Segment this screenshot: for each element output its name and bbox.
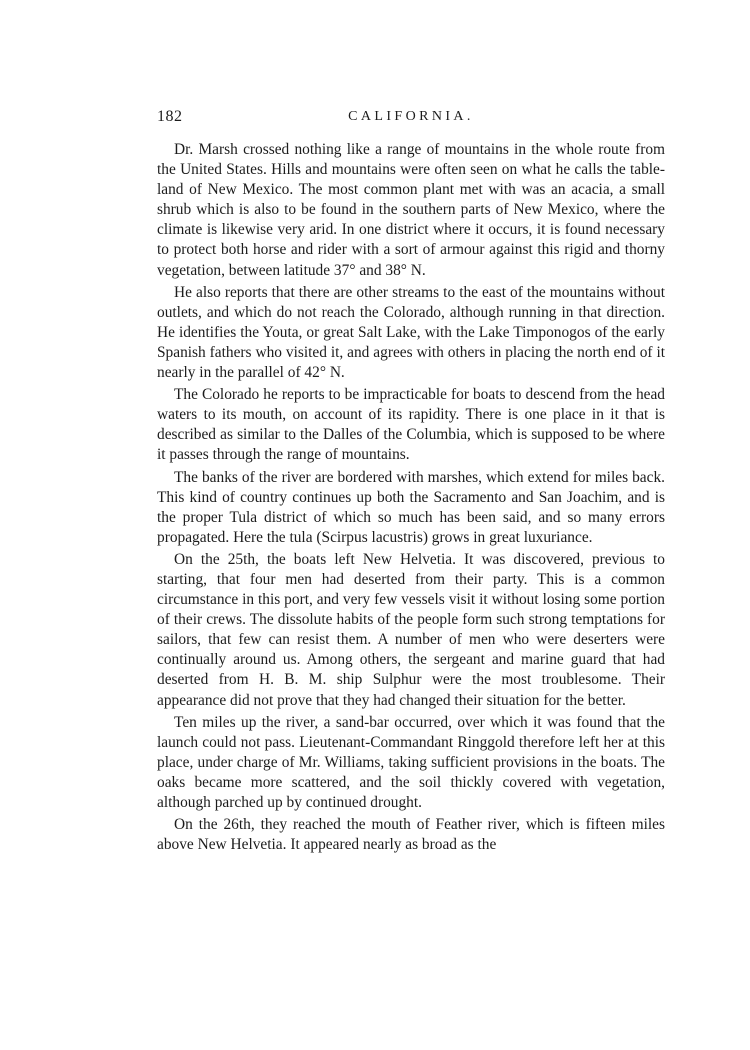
body-text — [157, 140, 665, 857]
paragraph: Ten miles up the river, a sand-bar occurred, over which it was found that the launch could not pass. Lieutenant-Commandant Ringgold therefore left her at this place, under charge of Mr. Williams, taking sufficient provisions in the boats. The oaks became more scattered, and the soil thickly covered with vegetation, although parched up by continued drought. — [157, 713, 665, 811]
running-head — [157, 108, 665, 132]
paragraph: The banks of the river are bordered with marshes, which extend for miles back. This kind of country continues up both the Sacramento and San Joachim, and is the proper Tula district of which so much has been said, and so many errors propagated. Here the tula (Scirpus lacustris) grows in great luxuriance. — [157, 468, 665, 546]
paragraph: The Colorado he reports to be impracticable for boats to descend from the head waters to its mouth, on account of its rapidity. There is one place in it that is described as similar to the Dalles of the Columbia, which is supposed to be where it passes through the range of mountains. — [157, 386, 665, 464]
paragraph: On the 25th, the boats left New Helvetia. It was discovered, previous to starting, that four men had deserted from their party. This is a common circumstance in this port, and very few vessels visit it without losing some portion of their crews. The dissolute habits of the people form such strong temptations for sailors, that few can resist them. A number of men who were deserters were continually around us. Among others, the sergeant and marine guard that had deserted from H. B. M. ship Sulphur were the most troublesome. Their appearance did not prove that they had changed their situation for the better. — [157, 550, 665, 709]
paragraph: Dr. Marsh crossed nothing like a range of mountains in the whole route from the United States. Hills and mountains were often seen on what he calls the table-land of New Mexico. The most common plant met with was an acacia, a small shrub which is also to be found in the southern parts of New Mexico, where the climate is likewise very arid. In one district where it occurs, it is found necessary to protect both horse and rider with a sort of armour against this rigid and thorny vegetation, between latitude 37° and 38° N. — [157, 141, 665, 279]
running-title: CALIFORNIA. — [348, 109, 474, 124]
paragraph: On the 26th, they reached the mouth of Feather river, which is fifteen miles above New Helvetia. It appeared nearly as broad as the — [157, 816, 665, 854]
page-number: 182 — [157, 108, 183, 125]
paragraph: He also reports that there are other streams to the east of the mountains without outlets, and which do not reach the Colorado, although running in that direction. He identifies the Youta, or great Salt Lake, with the Lake Timponogos of the early Spanish fathers who visited it, and agrees with others in placing the north end of it nearly in the parallel of 42° N. — [157, 283, 665, 382]
